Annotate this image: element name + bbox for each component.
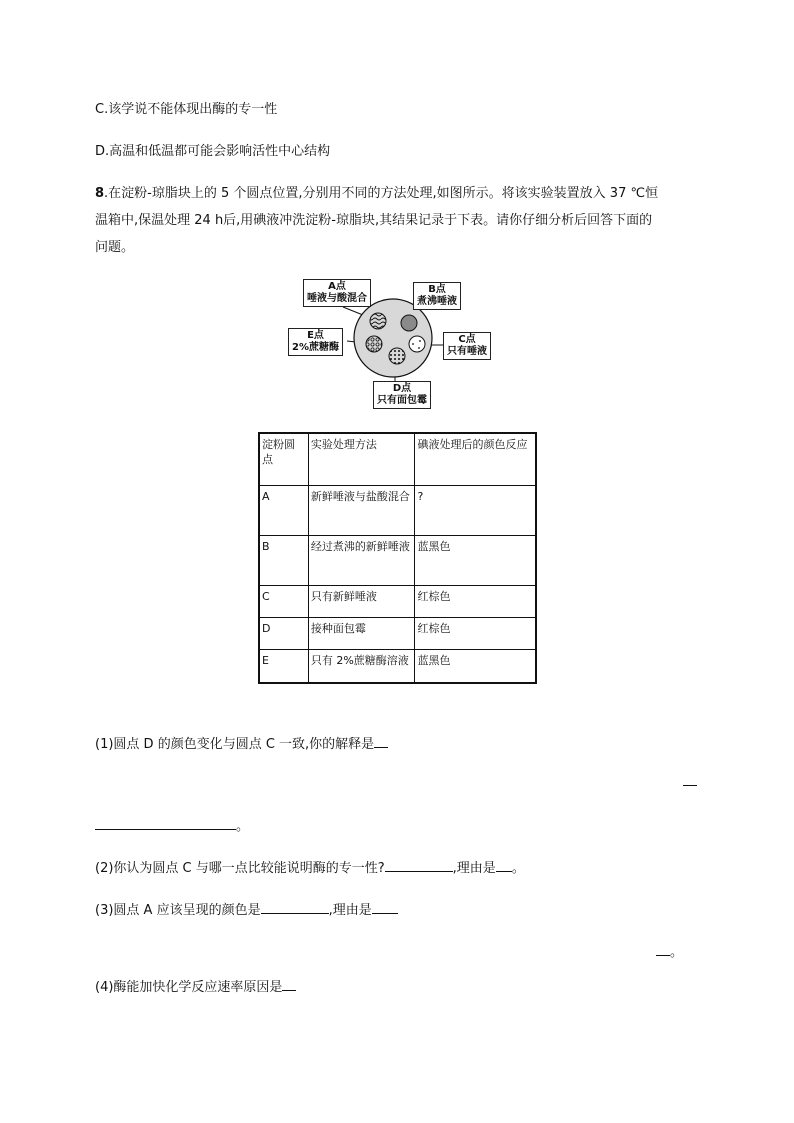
header-cell: 实验处理方法 [308, 433, 415, 485]
question-stem-3: 问题。 [95, 240, 135, 255]
question-stem-1: .在淀粉-琼脂块上的 5 个圆点位置,分别用不同的方法处理,如图所示。将该实验装置放入 37 ℃恒 [104, 186, 659, 201]
table-row: B 经过煮沸的新鲜唾液 蓝黑色 [259, 535, 536, 585]
results-table [258, 432, 537, 684]
answer-blank[interactable] [372, 899, 398, 914]
callout-c: C点 只有唾液 [443, 332, 491, 360]
callout-b: B点 煮沸唾液 [413, 282, 461, 310]
subquestion-1-end: 。 [95, 815, 249, 836]
subquestion-4: (4)酶能加快化学反应速率原因是 [95, 976, 296, 997]
subquestion-3-end: 。 [656, 941, 683, 962]
answer-blank[interactable] [683, 785, 697, 786]
dot-a [370, 313, 386, 329]
question-8-line-1 [95, 185, 658, 203]
table-row: C 只有新鲜唾液 红棕色 [259, 585, 536, 617]
dot-c [409, 336, 425, 352]
subquestion-1: (1)圆点 D 的颜色变化与圆点 C 一致,你的解释是 [95, 733, 388, 754]
subquestion-3: (3)圆点 A 应该呈现的颜色是 ,理由是 [95, 899, 398, 920]
table-row: E 只有 2%蔗糖酶溶液 蓝黑色 [259, 649, 536, 683]
header-cell: 碘液处理后的颜色反应 [415, 433, 536, 485]
answer-blank[interactable] [656, 941, 670, 956]
answer-blank[interactable] [385, 857, 453, 872]
header-cell: 淀粉圆点 [259, 433, 308, 485]
starch-agar-diagram [285, 277, 515, 415]
answer-blank[interactable] [496, 857, 512, 872]
answer-blank[interactable] [95, 815, 236, 830]
table-row: D 接种面包霉 红棕色 [259, 617, 536, 649]
answer-blank[interactable] [374, 733, 388, 748]
dot-e [366, 336, 382, 352]
callout-a: A点 唾液与酸混合 [303, 279, 371, 307]
subquestion-2: (2)你认为圆点 C 与哪一点比较能说明酶的专一性? ,理由是 。 [95, 857, 525, 878]
answer-blank[interactable] [261, 899, 329, 914]
table-row: A 新鲜唾液与盐酸混合 ? [259, 485, 536, 535]
dot-d [389, 348, 405, 364]
option-c: C.该学说不能体现出酶的专一性 [95, 102, 278, 117]
table-header-row [259, 433, 536, 485]
callout-e: E点 2%蔗糖酶 [288, 328, 343, 356]
question-number: 8 [95, 186, 105, 201]
question-stem-2: 温箱中,保温处理 24 h后,用碘液冲洗淀粉-琼脂块,其结果记录于下表。请你仔细分析后回答下面的 [95, 213, 653, 228]
callout-d: D点 只有面包霉 [373, 381, 431, 409]
answer-blank[interactable] [282, 976, 296, 991]
dot-b [401, 315, 417, 331]
option-d: D.高温和低温都可能会影响活性中心结构 [95, 144, 331, 159]
